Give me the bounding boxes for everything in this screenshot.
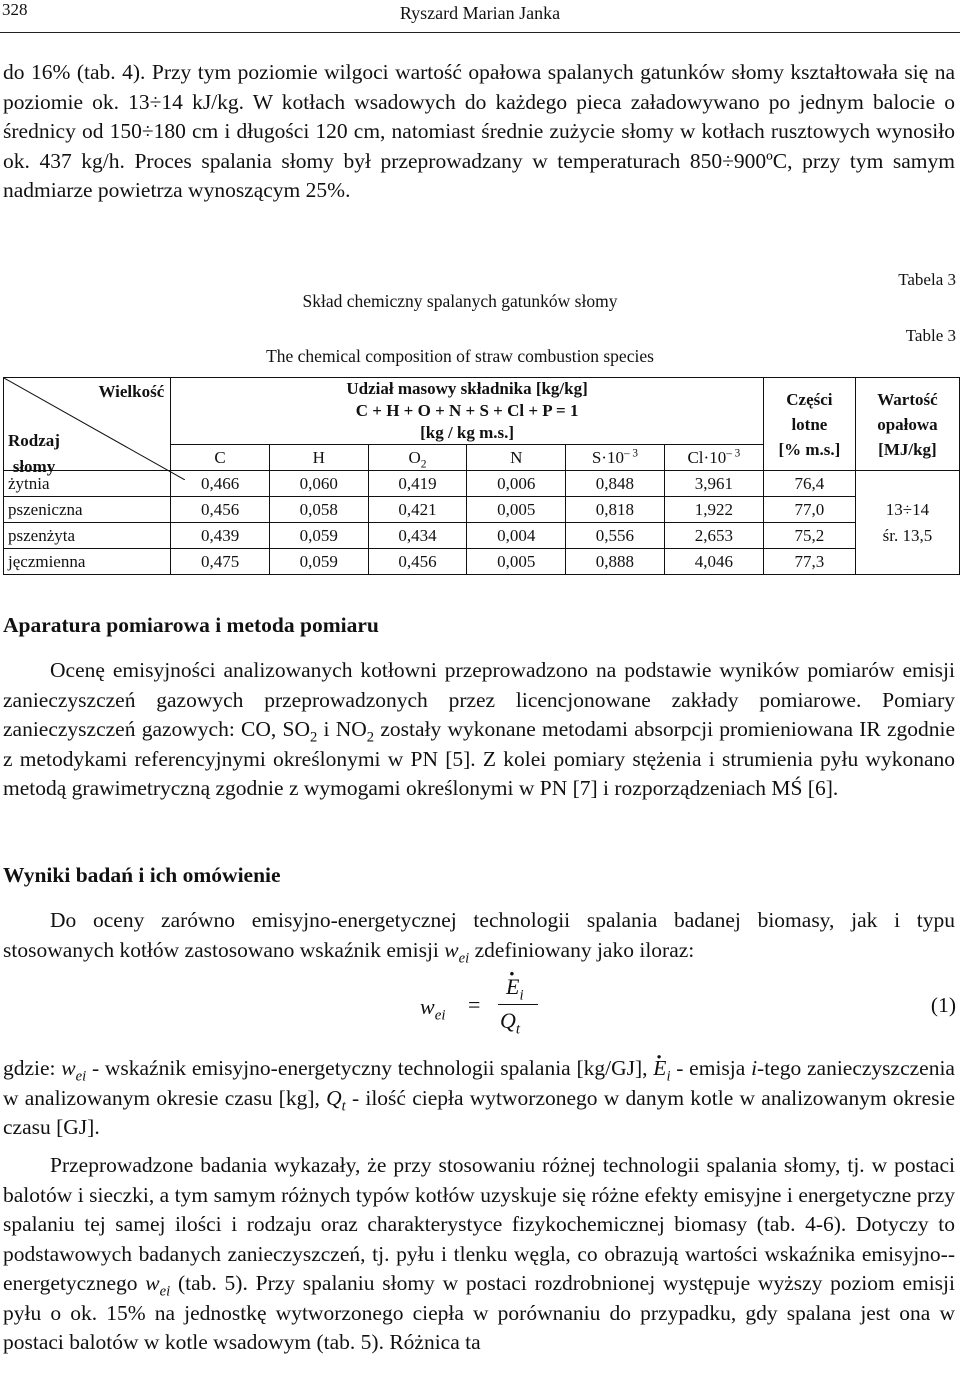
cell-s: 0,818 [566, 497, 665, 523]
volatile-header-1: Części [786, 389, 833, 409]
table-labels [898, 270, 956, 382]
apparatus-paragraph [3, 656, 955, 804]
heat-value-header-2: opałowa [877, 414, 938, 434]
col-header-cl: $Cl\cdot 10^{- 3}$ [664, 445, 763, 471]
table-caption-en: The chemical composition of straw combustion species [266, 346, 654, 366]
col-header-s-exp: – 3 [623, 446, 638, 459]
col-header-o2-sub: 2 [420, 456, 427, 470]
col-header-o2-label: O [408, 447, 421, 467]
cell-n: 0,005 [467, 549, 566, 575]
running-title: Ryszard Marian Janka [399, 3, 561, 23]
where-q-sub: t [341, 1097, 346, 1114]
cell-o2: 0,456 [368, 549, 467, 575]
cell-h: 0,058 [269, 497, 368, 523]
row-name: jęczmienna [4, 549, 171, 575]
col-header-cl-exp: – 3 [726, 446, 741, 459]
formula-fraction-bar [498, 1004, 538, 1005]
cell-cl: 3,961 [664, 471, 763, 497]
section-heading-results: Wyniki badań i ich omówienie [3, 863, 281, 887]
cell-n: 0,006 [467, 471, 566, 497]
so2-subscript: 2 [310, 729, 318, 746]
page-number: 328 [2, 0, 28, 19]
formula-e-sub: i [519, 987, 524, 1004]
section-heading-apparatus: Aparatura pomiarowa i metoda pomiaru [3, 613, 379, 637]
cell-s: 0,848 [566, 471, 665, 497]
cell-h: 0,059 [269, 549, 368, 575]
var-w: w [444, 937, 459, 962]
cell-o2: 0,421 [368, 497, 467, 523]
col-header-o2 [368, 445, 467, 471]
where-w: w [61, 1056, 76, 1080]
cell-o2: 0,419 [368, 471, 467, 497]
where-q: Q [326, 1085, 342, 1110]
col-header-cl-mult: 10 [709, 447, 727, 467]
heat-value-header [855, 378, 959, 471]
col-header-h: H [269, 445, 368, 471]
cell-volatile: 77,3 [763, 549, 855, 575]
formula-w: w [420, 994, 435, 1019]
cell-c: 0,466 [171, 471, 270, 497]
results3-text-a: Przeprowadzone badania wykazały, że przy stosowaniu różnej technologii spalania słomy, tj. w postaci balotów i sieczki, a tym samym różnych typów kotłów uzyskuje się różne efekty emisyjne i energetyczne przy spalaniu tej samej ilości i rodzaju oraz charakterystyce fizykochemicznej biomasy (tab. 4-6). Dotyczy to podstawowych badanych zanieczyszczeń, tj. pyłu i tlenku węgla, co obrazują wartości wskaźnika emisyjno--energetycznego [3, 1153, 955, 1295]
formula-lhs [420, 994, 446, 1024]
corner-type-label [8, 428, 60, 480]
col-header-n: N [467, 445, 566, 471]
mass-share-header [171, 378, 764, 445]
row-name: pszeniczna [4, 497, 171, 523]
cell-n: 0,005 [467, 497, 566, 523]
heat-value-cell [855, 471, 959, 575]
where-text-a: gdzie: [3, 1056, 62, 1080]
where-w-sub: ei [75, 1068, 87, 1085]
cell-c: 0,456 [171, 497, 270, 523]
cell-c: 0,475 [171, 549, 270, 575]
cell-h: 0,060 [269, 471, 368, 497]
volatile-header-2: lotne [791, 414, 828, 434]
where-e-dot: · E [653, 1056, 666, 1080]
cell-n: 0,004 [467, 523, 566, 549]
cell-volatile: 77,0 [763, 497, 855, 523]
heat-value-mean: śr. 13,5 [882, 525, 933, 545]
cell-s: 0,888 [566, 549, 665, 575]
col-header-s: $S\cdot 10^{- 3}$ [566, 445, 665, 471]
results3-w-sub: ei [159, 1283, 171, 1300]
results-paragraph-1 [3, 906, 955, 965]
where-e-sub: i [666, 1068, 671, 1085]
heat-value-header-1: Wartość [877, 389, 938, 409]
cell-o2: 0,434 [368, 523, 467, 549]
cell-h: 0,059 [269, 523, 368, 549]
cell-cl: 1,922 [664, 497, 763, 523]
mass-share-header-2: C + H + O + N + S + Cl + P = 1 [355, 401, 579, 420]
cell-volatile: 76,4 [763, 471, 855, 497]
table-corner-cell [4, 378, 171, 476]
where-i: i [751, 1056, 758, 1080]
cell-volatile: 75,2 [763, 523, 855, 549]
formula-numerator [506, 974, 524, 1004]
where-text-d: -tego zanieczyszczenia w analizowanym okresie czasu [kg], [3, 1056, 955, 1110]
table-caption-pl: Skład chemiczny spalanych gatunków słomy [302, 291, 618, 311]
table-row [4, 497, 960, 523]
results-text-b: zdefiniowany jako iloraz: [469, 937, 695, 962]
mass-share-header-3: [kg / kg m.s.] [420, 423, 515, 442]
cell-cl: 4,046 [664, 549, 763, 575]
row-name: żytnia [4, 471, 171, 497]
results-paragraph-2 [3, 1054, 955, 1143]
results3-text-b: (tab. 5). Przy spalaniu słomy w postaci rozdrobnionej występuje wyższy poziom emisji pyłu o ok. 15% na jednostkę wytworzonego ciepła w porównaniu do przypadku, gdy spalana jest ona w postaci balotów w kotle wsadowym (tab. 5). Różnica ta [3, 1271, 955, 1354]
no2-subscript: 2 [366, 729, 375, 746]
apparatus-text-a: Ocenę emisyjności analizowanych kotłowni przeprowadzono na podstawie wyników pomiarów emisji zanieczyszczeń gazowych przeprowadzonych przez licencjonowane zakłady pomiarowe. Pomiary zanieczyszczeń gazowych: CO, SO [3, 658, 955, 741]
col-header-s-mult: 10 [606, 447, 624, 467]
mass-share-header-1: Udział masowy składnika [kg/kg] [346, 379, 588, 398]
corner-type-label-1: Rodzaj [8, 431, 60, 450]
col-header-s-label: S [591, 447, 602, 467]
formula-e-dot: · E [506, 974, 519, 999]
cell-s: 0,556 [566, 523, 665, 549]
results3-w: w [145, 1271, 160, 1295]
volatile-header [763, 378, 855, 471]
formula-w-sub: ei [434, 1007, 446, 1024]
heat-value-range: 13÷14 [885, 499, 930, 519]
cell-c: 0,439 [171, 523, 270, 549]
intro-paragraph: do 16% (tab. 4). Przy tym poziomie wilgoci wartość opałowa spalanych gatunków słomy kształtowała się na poziomie ok. 13÷14 kJ/kg. W kotłach wsadowych do każdego pieca załadowywano po jednym balocie o średnicy od 150÷180 cm i długości 120 cm, natomiast średnie zużycie słomy w kotłach rusztowych wynosiło ok. 437 kg/h. Proces spalania słomy był przeprowadzany w temperaturach 850÷900ºC, przy tym samym nadmiarze powietrza wynoszącym 25%. [3, 60, 955, 202]
corner-quantity-label: Wielkość [98, 382, 165, 401]
table-label-en: Table 3 [905, 326, 956, 345]
equation-number: (1) [930, 993, 956, 1017]
cell-cl: 2,653 [664, 523, 763, 549]
formula-q-sub: t [515, 1021, 521, 1038]
page-header [0, 0, 960, 33]
where-text-e: - ilość ciepła wytworzonego w danym kotle w analizowanym okresie czasu [GJ]. [3, 1085, 955, 1139]
chemical-composition-table [3, 377, 960, 575]
col-header-cl-label: Cl [687, 447, 704, 467]
row-name: pszenżyta [4, 523, 171, 549]
formula-denominator [500, 1008, 521, 1038]
results-text-a: Do oceny zarówno emisyjno-energetycznej technologii spalania badanej biomasy, jak i typu stosowanych kotłów zastosowano wskaźnik emisji [3, 908, 955, 962]
col-header-c: C [171, 445, 270, 471]
apparatus-text-c: zostały wykonane metodami absorpcji promieniowana IR zgodnie z metodykami referencyjnymi określonymi w PN [5]. Z kolei pomiary stężenia i strumienia pyłu wykonano metodą grawimetryczną zgodnie z wymogami określonymi w PN [7] i rozporządzeniach MŚ [6]. [3, 717, 956, 800]
apparatus-text-b: i NO [317, 717, 367, 741]
table-label-pl: Tabela 3 [898, 270, 956, 289]
table-row [4, 523, 960, 549]
emission-index-formula [420, 970, 620, 1050]
formula-equals: = [468, 992, 481, 1017]
heat-value-header-3: [MJ/kg] [878, 439, 937, 459]
where-text-b: - wskaźnik emisyjno-energetyczny technologii spalania [kg/GJ], [86, 1056, 654, 1080]
table-row [4, 549, 960, 575]
where-text-c: - emisja [670, 1056, 752, 1080]
volatile-header-3: [% m.s.] [778, 439, 841, 459]
formula-q: Q [500, 1008, 516, 1033]
corner-type-label-2: słomy [12, 457, 56, 476]
var-w-sub: ei [458, 949, 470, 966]
results-paragraph-3 [3, 1151, 955, 1358]
